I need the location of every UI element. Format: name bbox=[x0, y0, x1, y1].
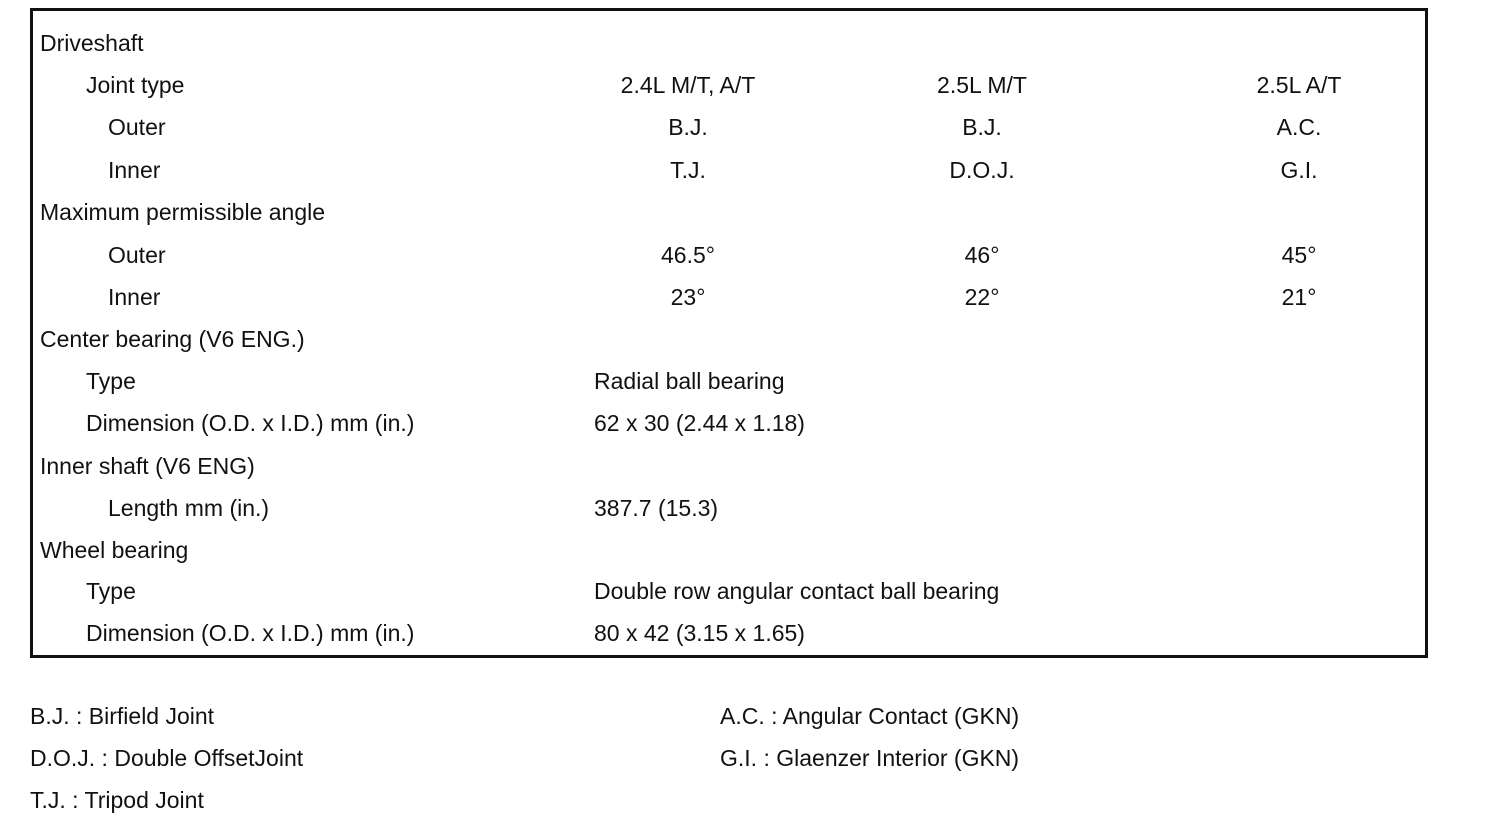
table-cell: G.I. bbox=[1280, 157, 1318, 183]
center-bearing-type-value: Radial ball bearing bbox=[594, 368, 785, 394]
center-bearing-dimension-label: Dimension (O.D. x I.D.) mm (in.) bbox=[86, 410, 415, 436]
table-cell: 45° bbox=[1281, 242, 1317, 268]
table-cell: T.J. bbox=[670, 157, 706, 183]
legend-tj: T.J. : Tripod Joint bbox=[30, 787, 204, 813]
table-cell: A.C. bbox=[1276, 114, 1322, 140]
legend-ac: A.C. : Angular Contact (GKN) bbox=[720, 703, 1020, 729]
legend-doj: D.O.J. : Double OffsetJoint bbox=[30, 745, 304, 771]
legend-gi: G.I. : Glaenzer Interior (GKN) bbox=[720, 745, 1020, 771]
inner-shaft-length-value: 387.7 (15.3) bbox=[594, 495, 719, 521]
joint-type-label: Joint type bbox=[86, 72, 185, 98]
wheel-bearing-type-value: Double row angular contact ball bearing bbox=[594, 578, 1000, 604]
table-cell: 21° bbox=[1281, 284, 1317, 310]
column-header: 2.5L M/T bbox=[937, 72, 1027, 98]
column-header: 2.5L A/T bbox=[1256, 72, 1342, 98]
center-bearing-type-label: Type bbox=[86, 368, 136, 394]
table-cell: D.O.J. bbox=[949, 157, 1015, 183]
inner-joint-label: Inner bbox=[108, 157, 161, 183]
table-cell: 22° bbox=[964, 284, 1000, 310]
legend-bj: B.J. : Birfield Joint bbox=[30, 703, 215, 729]
outer-angle-label: Outer bbox=[108, 242, 166, 268]
wheel-bearing-dimension-value: 80 x 42 (3.15 x 1.65) bbox=[594, 620, 805, 646]
max-angle-heading: Maximum permissible angle bbox=[40, 199, 326, 225]
inner-shaft-length-label: Length mm (in.) bbox=[108, 495, 270, 521]
inner-angle-label: Inner bbox=[108, 284, 161, 310]
inner-shaft-heading: Inner shaft (V6 ENG) bbox=[40, 453, 255, 479]
wheel-bearing-heading: Wheel bearing bbox=[40, 537, 189, 563]
table-cell: 46° bbox=[964, 242, 1000, 268]
table-cell: 46.5° bbox=[661, 242, 715, 268]
wheel-bearing-dimension-label: Dimension (O.D. x I.D.) mm (in.) bbox=[86, 620, 415, 646]
center-bearing-dimension-value: 62 x 30 (2.44 x 1.18) bbox=[594, 410, 805, 436]
outer-joint-label: Outer bbox=[108, 114, 166, 140]
table-cell: 23° bbox=[670, 284, 706, 310]
column-header: 2.4L M/T, A/T bbox=[620, 72, 756, 98]
driveshaft-heading: Driveshaft bbox=[40, 30, 144, 56]
table-cell: B.J. bbox=[668, 114, 708, 140]
table-cell: B.J. bbox=[962, 114, 1002, 140]
center-bearing-heading: Center bearing (V6 ENG.) bbox=[40, 326, 305, 352]
wheel-bearing-type-label: Type bbox=[86, 578, 136, 604]
